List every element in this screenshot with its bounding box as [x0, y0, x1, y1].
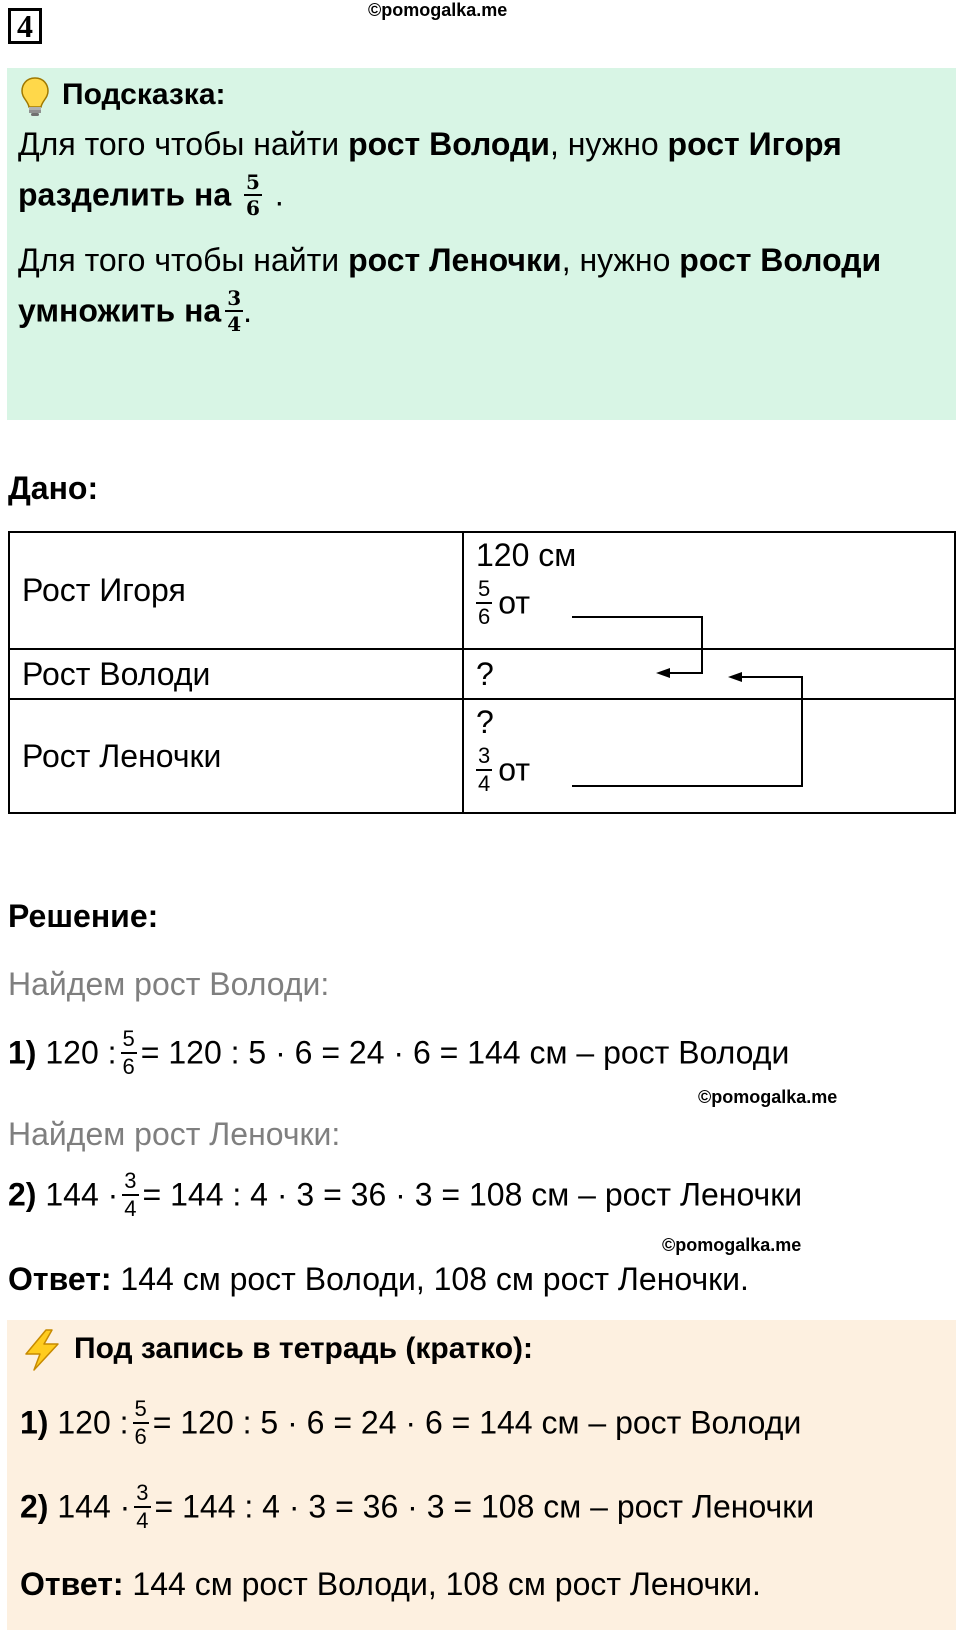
fraction: $\frac{5}{6}$ — [478, 576, 491, 629]
lightning-icon — [22, 1328, 62, 1372]
hint-line-2: разделить на $\frac{5}{6}$ . — [18, 170, 284, 220]
solution-step-1: 1) 120 : $\frac{5}{6}$ = 120 : 5 · 6 = 24 · 6 = 144 см – рост Володи — [8, 1026, 790, 1079]
row-value: ? — [463, 649, 955, 699]
task-number: 4 — [8, 8, 42, 44]
row-label: Рост Володи — [9, 649, 463, 699]
fraction: $\frac{3}{4}$ — [478, 743, 491, 796]
row-label: Рост Леночки — [9, 699, 463, 813]
solution-step-2: 2) 144 · $\frac{3}{4}$ = 144 : 4 · 3 = 36 · 3 = 108 см – рост Леночки — [8, 1168, 803, 1221]
find-volodya-caption: Найдем рост Володи: — [8, 966, 330, 1002]
fraction-5-6: $\frac{5}{6}$ — [246, 170, 260, 220]
row-label: Рост Игоря — [9, 532, 463, 649]
watermark-middle: ©pomogalka.me — [698, 1087, 838, 1107]
arrow-igor-to-volodya — [572, 617, 702, 673]
arrowhead — [728, 672, 742, 682]
hint-line-1: Для того чтобы найти рост Володи, нужно рост Игоря — [18, 126, 842, 162]
fraction: $\frac{5}{6}$ — [122, 1026, 135, 1079]
arrow-lenochka-to-volodya — [572, 677, 802, 786]
notebook-answer: Ответ: 144 см рост Володи, 108 см рост Леночки. — [20, 1566, 761, 1602]
watermark-bottom: ©pomogalka.me — [662, 1235, 802, 1255]
solution-heading: Решение: — [8, 898, 159, 934]
fraction-3-4: $\frac{3}{4}$ — [227, 286, 242, 336]
row-value: 120 см $\frac{5}{6}$ от — [463, 532, 955, 649]
solution-answer: Ответ: 144 см рост Володи, 108 см рост Леночки. — [8, 1261, 749, 1297]
fraction: $\frac{5}{6}$ — [134, 1396, 147, 1449]
hint-line-3: Для того чтобы найти рост Леночки, нужно рост Володи — [18, 242, 882, 278]
given-heading: Дано: — [8, 470, 99, 506]
hint-line-4: умножить на $\frac{3}{4}$ . — [18, 286, 253, 336]
arrowhead — [656, 668, 670, 678]
watermark-top: ©pomogalka.me — [368, 0, 508, 20]
notebook-step-2: 2) 144 · $\frac{3}{4}$ = 144 : 4 · 3 = 36 · 3 = 108 см – рост Леночки — [20, 1480, 815, 1533]
hint-title: Подсказка: — [62, 78, 226, 111]
fraction: $\frac{3}{4}$ — [136, 1480, 149, 1533]
row-value: ? $\frac{3}{4}$ от — [463, 699, 955, 813]
fraction: $\frac{3}{4}$ — [124, 1168, 137, 1221]
notebook-step-1: 1) 120 : $\frac{5}{6}$ = 120 : 5 · 6 = 24 · 6 = 144 см – рост Володи — [20, 1396, 802, 1449]
notebook-title: Под запись в тетрадь (кратко): — [74, 1332, 534, 1365]
find-lenochka-caption: Найдем рост Леночки: — [8, 1116, 341, 1152]
